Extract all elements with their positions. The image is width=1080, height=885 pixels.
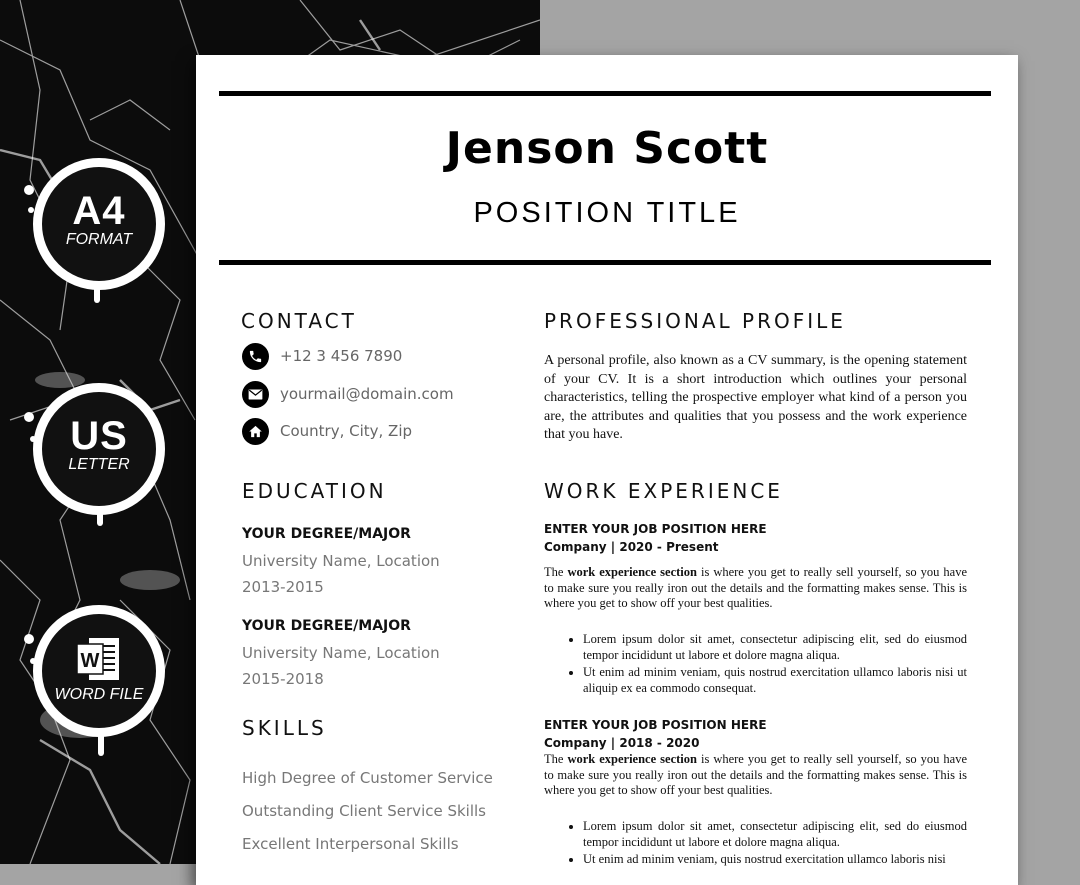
job-entry [544, 520, 967, 697]
skills-heading: SKILLS [242, 716, 327, 740]
job-description [544, 565, 967, 612]
education-school: University Name, Location [242, 644, 440, 662]
skill-item: Excellent Interpersonal Skills [242, 835, 459, 853]
job-desc-post: is where you get to really sell yourself, so you have to make sure you really iron out the details and the formatting makes sense. This is where you get to show off your best qualities. [544, 752, 968, 797]
paint-drip [98, 732, 104, 756]
paint-drip [97, 510, 103, 526]
paint-splatter [24, 412, 34, 422]
skill-item: High Degree of Customer Service [242, 769, 493, 787]
job-description [544, 752, 967, 799]
contact-heading: CONTACT [241, 309, 357, 333]
job-company: Company | 2020 - Present [544, 540, 719, 554]
badge-big-text: US [70, 414, 128, 458]
job-desc-pre: The [544, 565, 568, 579]
job-company: Company | 2018 - 2020 [544, 736, 700, 750]
contact-address-row [242, 417, 412, 445]
job-desc-pre: The [544, 752, 568, 766]
paint-splatter [24, 185, 34, 195]
work-experience-heading: WORK EXPERIENCE [544, 479, 783, 503]
header-top-rule [219, 91, 991, 96]
badge-big-text: A4 [72, 189, 126, 233]
education-heading: EDUCATION [242, 479, 387, 503]
paint-splatter [30, 436, 36, 442]
education-years: 2013-2015 [242, 578, 324, 596]
header-bottom-rule [219, 260, 991, 265]
contact-phone-row [242, 342, 402, 370]
profile-text: A personal profile, also known as a CV summary, is the opening statement of your CV. It is a short introduction which outlines your personal characteristics, telling the prospective employer what kind of a person you are, the attributes and qualities that you possess and the work experience that you have. [544, 353, 967, 443]
skill-item: Outstanding Client Service Skills [242, 802, 486, 820]
job-bullet: • Lorem ipsum dolor sit amet, consectetur adipiscing elit, sed do eiusmod tempor incididunt ut labore et dolore magna aliqua. [583, 818, 967, 851]
education-degree: YOUR DEGREE/MAJOR [242, 618, 411, 634]
phone-icon [242, 343, 269, 370]
svg-text:W: W [80, 650, 100, 672]
contact-address: Country, City, Zip [280, 422, 413, 440]
education-degree: YOUR DEGREE/MAJOR [242, 526, 411, 542]
job-bullets [544, 631, 967, 697]
paint-drip [94, 285, 100, 303]
job-bullet: • Lorem ipsum dolor sit amet, consectetur adipiscing elit, sed do eiusmod tempor incididunt ut labore et dolore magna aliqua. [583, 631, 967, 664]
job-desc-bold: work experience section [567, 752, 697, 766]
paint-splatter [24, 634, 34, 644]
badge-small-text: WORD FILE [54, 686, 144, 703]
profile-heading: PROFESSIONAL PROFILE [544, 309, 846, 333]
position-title: POSITION TITLE [473, 197, 741, 229]
badge-small-text: FORMAT [65, 231, 133, 248]
a4-format-badge [33, 158, 165, 290]
contact-email-row [242, 380, 454, 408]
education-school: University Name, Location [242, 552, 440, 570]
resume-name: Jenson Scott [445, 123, 769, 174]
contact-email: yourmail@domain.com [280, 385, 454, 403]
job-desc-post: is where you get to really sell yourself, so you have to make sure you really iron out the details and the formatting makes sense. This is where you get to show off your best qualities. [544, 565, 968, 610]
paint-splatter [28, 207, 34, 213]
job-position: ENTER YOUR JOB POSITION HERE [544, 718, 767, 732]
paint-splatter [30, 658, 36, 664]
contact-phone: +12 3 456 7890 [280, 347, 403, 365]
job-position: ENTER YOUR JOB POSITION HERE [544, 522, 767, 536]
job-entry [544, 716, 967, 867]
job-bullets [544, 818, 967, 868]
education-years: 2015-2018 [242, 670, 324, 688]
job-bullet: • Ut enim ad minim veniam, quis nostrud exercitation ullamco laboris nisi ut aliquip ex ea commodo consequat. [583, 664, 967, 697]
mail-icon [242, 381, 269, 408]
resume-page [196, 55, 1018, 885]
badge-small-text: LETTER [68, 456, 130, 473]
us-letter-badge [33, 383, 165, 515]
job-desc-bold: work experience section [567, 565, 697, 579]
job-bullet: • Ut enim ad minim veniam, quis nostrud exercitation ullamco laboris nisi [583, 851, 967, 868]
word-doc-icon [73, 636, 125, 682]
home-icon [242, 418, 269, 445]
word-file-badge [33, 605, 165, 737]
